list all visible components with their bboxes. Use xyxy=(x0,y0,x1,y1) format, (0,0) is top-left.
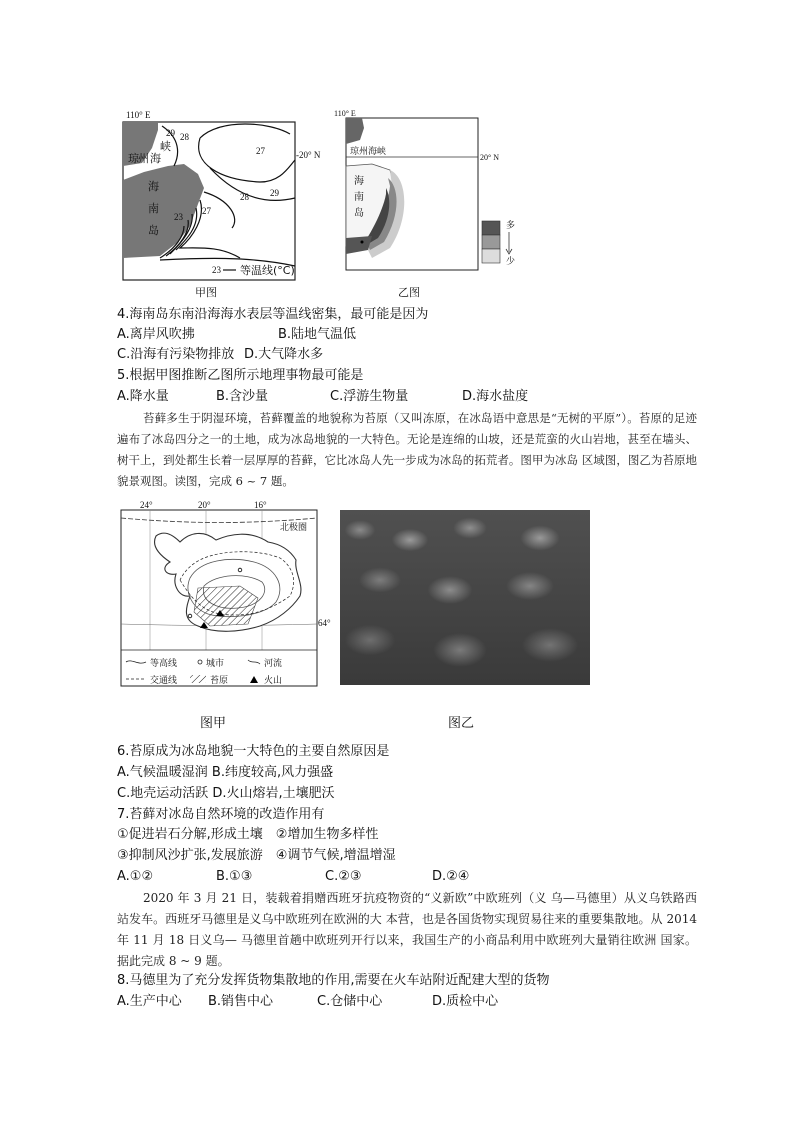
isotherm-28b: 28 xyxy=(240,192,249,202)
figure-yi-map xyxy=(332,108,516,278)
legend-volcano: 火山 xyxy=(264,676,283,686)
isotherm-29b: 29 xyxy=(270,188,279,198)
q8-option-d[interactable]: D.质检中心 xyxy=(432,994,499,1009)
jia-island-3: 岛 xyxy=(148,224,159,237)
q7-statements-12: ①促进岩石分解,形成土壤 ②增加生物多样性 xyxy=(117,827,379,842)
legend-river: 河流 xyxy=(264,659,283,669)
isotherm-27a: 27 xyxy=(256,146,265,156)
yi-lat-label: 20° N xyxy=(480,153,499,162)
q5-option-c[interactable]: C.浮游生物量 xyxy=(330,389,409,404)
q4-stem: 4.海南岛东南沿海海水表层等温线密集，最可能是因为 xyxy=(117,307,429,322)
isotherm-27b: 27 xyxy=(202,206,211,216)
jia-island-2: 南 xyxy=(148,202,159,215)
yi-lon-label: 110° E xyxy=(334,109,356,118)
q7-stem: 7.苔藓对冰岛自然环境的改造作用有 xyxy=(117,807,325,822)
jia-strait-1: 琼 xyxy=(128,152,139,165)
q7-option-b[interactable]: B.①③ xyxy=(216,869,253,884)
legend-city: 城市 xyxy=(206,659,225,669)
q5-option-b[interactable]: B.含沙量 xyxy=(216,389,269,404)
q7-option-c[interactable]: C.②③ xyxy=(325,869,362,884)
legend-contour: 等高线 xyxy=(150,659,178,669)
jia-strait-extra: 峡 xyxy=(160,140,171,153)
q7-statements-34: ③抑制风沙扩张,发展旅游 ④调节气候,增温增湿 xyxy=(117,848,396,863)
q4-option-b[interactable]: B.陆地气温低 xyxy=(278,327,357,342)
jia-strait-2: 州 xyxy=(138,152,149,165)
passage-railway: 2020 年 3 月 21 日，装载着捐赠西班牙抗疫物资的“义新欧”中欧班列（义 乌—马德里）从义乌铁路西站发车。西班牙马德里是义乌中欧班列在欧洲的大 本营，也是各国货物实现贸易往来的重要集散地。从 2014 年 11 月 18 日义乌— 马德里首趟中欧班列开行以来，我国生产的小商品利用中欧班列大量销往欧洲 国家。据此完成 8 ~ 9 题。 xyxy=(117,891,697,968)
q4-option-c[interactable]: C.沿海有污染物排放 xyxy=(117,347,235,362)
isotherm-23: 23 xyxy=(174,212,183,222)
jia-legend-num: 23 xyxy=(212,265,221,275)
q5-option-d[interactable]: D.海水盐度 xyxy=(462,389,529,404)
lon-label-24: 24° xyxy=(140,500,153,510)
caption-tu-yi: 图乙 xyxy=(448,716,475,731)
tundra-landscape-photo xyxy=(340,510,590,685)
yi-island-2: 南 xyxy=(354,192,364,203)
q6-options-cd[interactable]: C.地壳运动活跃 D.火山熔岩,土壤肥沃 xyxy=(117,786,335,801)
legend-tundra: 苔原 xyxy=(210,676,229,686)
jia-lon-label: 110° E xyxy=(126,110,151,120)
q8-option-c[interactable]: C.仓储中心 xyxy=(317,994,383,1009)
q8-stem: 8.马德里为了充分发挥货物集散地的作用,需要在火车站附近配建大型的货物 xyxy=(117,973,550,988)
lat-label-64: 64° xyxy=(318,618,331,628)
figure-iceland-map xyxy=(120,500,331,690)
q6-options-ab[interactable]: A.气候温暖湿润 B.纬度较高,风力强盛 xyxy=(117,765,334,780)
jia-legend-text: 等温线(°C) xyxy=(240,264,295,277)
arctic-circle-label: 北极圈 xyxy=(280,523,308,533)
q7-option-d[interactable]: D.②④ xyxy=(432,869,470,884)
yi-strait-label: 琼州海峡 xyxy=(350,147,387,157)
q5-stem: 5.根据甲图推断乙图所示地理事物最可能是 xyxy=(117,368,364,383)
passage-tundra: 苔藓多生于阴湿环境，苔藓覆盖的地貌称为苔原（又叫冻原，在冰岛语中意思是“无树的平原”）。苔原的足迹遍布了冰岛四分之一的土地，成为冰岛地貌的一大特色。无论是连绵的山坡，还是荒蛮的火山岩地，甚至在墙头、树干上，到处都生长着一层厚厚的苔藓，它比冰岛人先一步成为冰岛的拓荒者。图甲为冰岛 区域图，图乙为苔原地貌景观图。读图，完成 6 ~ 7 题。 xyxy=(117,411,697,488)
yi-island-3: 岛 xyxy=(354,208,364,219)
isotherm-28a: 28 xyxy=(180,132,189,142)
q6-stem: 6.苔原成为冰岛地貌一大特色的主要自然原因是 xyxy=(117,744,390,759)
q4-option-a[interactable]: A.离岸风吹拂 xyxy=(117,327,195,342)
q8-option-a[interactable]: A.生产中心 xyxy=(117,994,182,1009)
jia-island-1: 海 xyxy=(148,180,159,193)
yi-caption: 乙图 xyxy=(398,286,420,299)
caption-tu-jia: 图甲 xyxy=(200,716,227,731)
lon-label-20: 20° xyxy=(198,500,211,510)
yi-legend-bottom: 少 xyxy=(506,257,516,267)
jia-caption: 甲图 xyxy=(195,286,217,299)
lon-label-16: 16° xyxy=(254,500,267,510)
q8-option-b[interactable]: B.销售中心 xyxy=(208,994,274,1009)
yi-legend-top: 多 xyxy=(506,221,516,231)
yi-island-1: 海 xyxy=(354,176,364,187)
q4-option-d[interactable]: D.大气降水多 xyxy=(244,347,324,362)
jia-strait-3: 海 xyxy=(150,152,161,165)
isotherm-29a: 29 xyxy=(166,128,175,138)
q7-option-a[interactable]: A.①② xyxy=(117,869,154,884)
q5-option-a[interactable]: A.降水量 xyxy=(117,389,169,404)
figure-jia-map xyxy=(120,108,321,298)
legend-road: 交通线 xyxy=(150,676,178,686)
jia-lat-label: -20° N xyxy=(296,150,321,160)
